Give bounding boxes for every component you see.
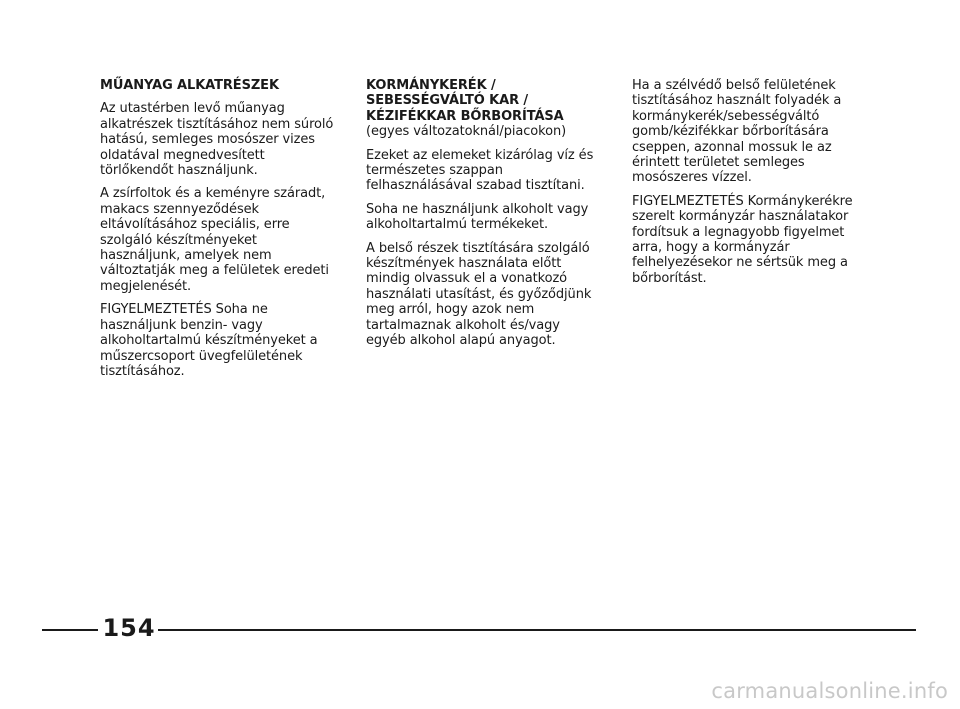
footer-rule-left bbox=[42, 629, 98, 631]
variant-note: (egyes változatoknál/piacokon) bbox=[366, 124, 567, 140]
paragraph: A belső részek tisztítására szolgáló készítmények használata előtt mindig olvassuk el a vonatkozó használati utasítást, és győződjünk meg arról, hogy azok nem tartalmaznak alkoholt és/vagy egyéb alkohol alapú anyagot. bbox=[366, 240, 592, 349]
page-number: 154 bbox=[102, 614, 156, 642]
section-heading-plastic-parts: MŰANYAG ALKATRÉSZEK bbox=[100, 78, 279, 93]
column-leather-continued bbox=[632, 78, 868, 294]
paragraph: Soha ne használjunk alkoholt vagy alkoholtartalmú termékeket. bbox=[366, 201, 589, 233]
column-leather-covers bbox=[366, 78, 602, 357]
column-plastic-parts bbox=[100, 78, 336, 387]
paragraph: A zsírfoltok és a keményre száradt, makacs szennyeződések eltávolításához speciális, erre szolgáló készítményeket használjunk, amelyek nem változtatják meg a felületek eredeti megjelenését. bbox=[100, 186, 329, 294]
paragraph: Ha a szélvédő belső felületének tisztításához használt folyadék a kormánykerék/sebességváltó gomb/kézifékkar bőrborítására cseppen, azonnal mossuk le az érintett területet semleges mosószeres vízzel. bbox=[632, 78, 842, 186]
warning-paragraph: FIGYELMEZTETÉS Soha ne használjunk benzin- vagy alkoholtartalmú készítményeket a műszercsoport üvegfelületének tisztításához. bbox=[100, 302, 318, 379]
paragraph: Az utastérben levő műanyag alkatrészek tisztításához nem súroló hatású, semleges mosószer vizes oldatával megnedvesített törlőkendőt használjunk. bbox=[100, 101, 334, 179]
section-heading-leather-covers: KORMÁNYKERÉK / SEBESSÉGVÁLTÓ KAR / KÉZIFÉKKAR BŐRBORÍTÁSA bbox=[366, 78, 564, 124]
warning-paragraph: FIGYELMEZTETÉS Kormánykerékre szerelt kormányzár használatakor fordítsuk a legnagyobb figyelmet arra, hogy a kormányzár felhelyezésekor ne sértsük meg a bőrborítást. bbox=[632, 193, 853, 286]
paragraph: Ezeket az elemeket kizárólag víz és természetes szappan felhasználásával szabad tisztítani. bbox=[366, 147, 594, 194]
watermark-text: carmanualsonline.info bbox=[711, 679, 948, 703]
footer-rule-right bbox=[158, 629, 916, 631]
